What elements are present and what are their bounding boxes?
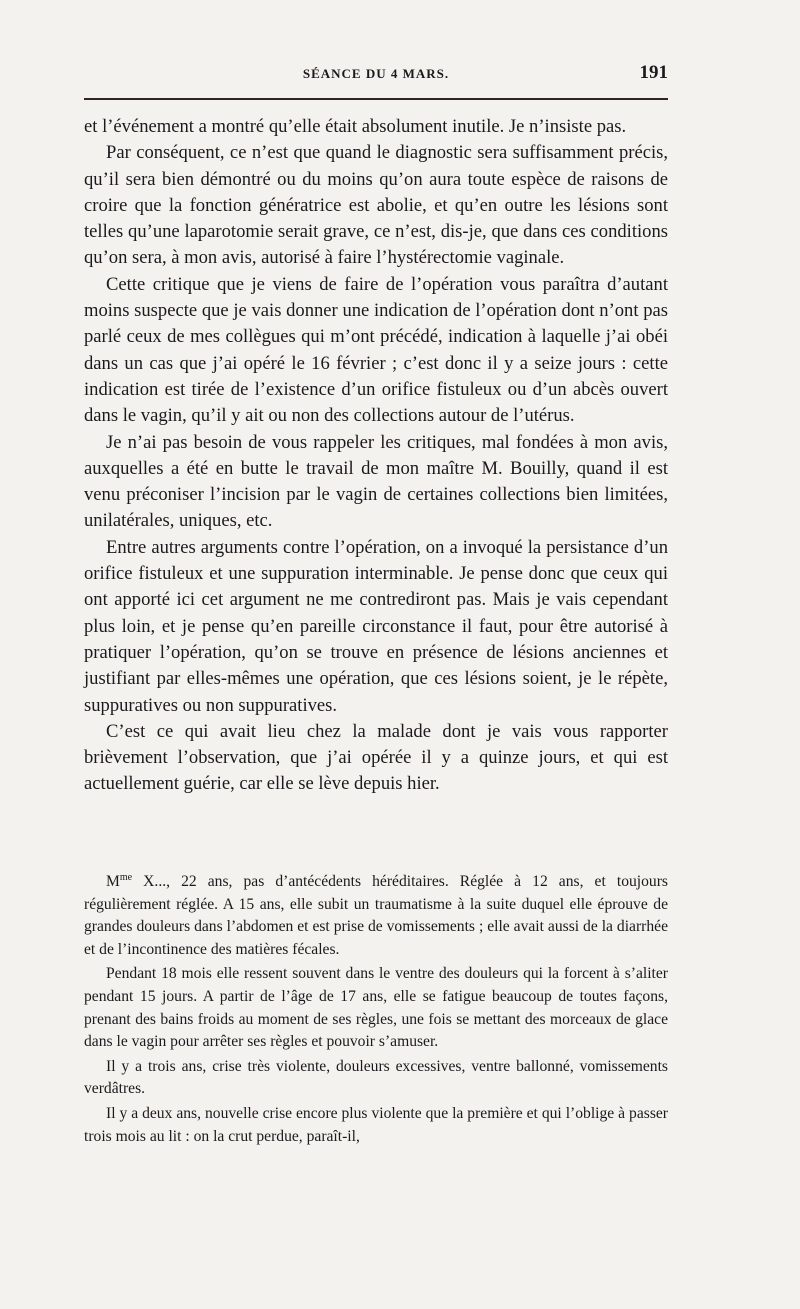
header-rule — [84, 98, 668, 100]
patient-title-sup: me — [119, 871, 133, 883]
paragraph: et l’événement a montré qu’elle était absolument inutile. Je n’insiste pas. — [84, 116, 627, 137]
page-number: 191 — [639, 62, 668, 83]
observation-paragraph: Pendant 18 mois elle ressent souvent dans le ventre des douleurs qui la forcent à s’aliter pendant 15 jours. A partir de l’âge de 17 ans, elle se fatigue beaucoup de toutes façons, prenant des bains froids au moment de ses règles, une fois se mettant des morceaux de glace dans le vagin pour arrêter ses règles et pouvoir s’amuser. — [84, 965, 668, 1051]
paragraph: C’est ce qui avait lieu chez la malade dont je vais vous rapporter brièvement l’observation, que j’ai opérée il y a quinze jours, et qui est actuellement guérie, car elle se lève depuis hier. — [84, 720, 668, 795]
observation-paragraph: Il y a deux ans, nouvelle crise encore plus violente que la première et qui l’oblige à passer trois mois au lit : on la crut perdue, paraît-il, — [84, 1104, 668, 1145]
case-observation — [84, 871, 668, 1150]
observation-paragraph: Il y a trois ans, crise très violente, douleurs excessives, ventre ballonné, vomissements verdâtres. — [84, 1057, 668, 1098]
paragraph: Par conséquent, ce n’est que quand le diagnostic sera suffisamment précis, qu’il sera bien démontré ou du moins qu’on aura toute espèce de raisons de croire que la fonction génératrice est abolie, et qu’en outre les lésions sont telles qu’une laparotomie serait grave, ce n’est, dis-je, que dans ces conditions qu’on sera, à mon avis, autorisé à faire l’hystérectomie vaginale. — [84, 142, 668, 269]
patient-title: M — [106, 873, 120, 890]
observation-paragraph — [84, 871, 668, 961]
running-head: SÉANCE DU 4 MARS. — [302, 66, 450, 81]
page-header — [84, 64, 668, 88]
paragraph: Entre autres arguments contre l’opération, on a invoqué la persistance d’un orifice fistuleux et une suppuration interminable. Je pense donc que ceux qui ont apporté ici cet argument ne me contrediront pas. Mais je vais cependant plus loin, et je pense qu’en pareille circonstance il faut, pour être autorisé à pratiquer l’opération, qu’on se trouve en présence de lésions anciennes et justifiant par elles-mêmes une opération, que ces lésions soient, je le répète, suppuratives ou non suppuratives. — [84, 536, 668, 716]
observation-text: X..., 22 ans, pas d’antécédents héréditaires. Réglée à 12 ans, et toujours régulièrement réglée. A 15 ans, elle subit un traumatisme à la suite duquel elle éprouve de grandes douleurs dans l’abdomen et est prise de vomissements ; elle avait aussi de la diarrhée et de l’incontinence des matières fécales. — [84, 873, 668, 958]
paragraph: Cette critique que je viens de faire de l’opération vous paraîtra d’autant moins suspecte que je vais donner une indication de l’opération dont n’ont pas parlé ceux de mes collègues qui m’ont précédé, indication à laquelle j’ai obéi dans un cas que j’ai opéré le 16 février ; c’est donc il y a seize jours : cette indication est tirée de l’existence d’un orifice fistuleux ou d’un abcès ouvert dans le vagin, qu’il y ait ou non des collections autour de l’utérus. — [84, 273, 668, 427]
main-text — [84, 114, 668, 798]
paragraph: Je n’ai pas besoin de vous rappeler les critiques, mal fondées à mon avis, auxquelles a été en butte le travail de mon maître M. Bouilly, quand il est venu préconiser l’incision par le vagin de certaines collections bien limitées, unilatérales, uniques, etc. — [84, 431, 668, 532]
